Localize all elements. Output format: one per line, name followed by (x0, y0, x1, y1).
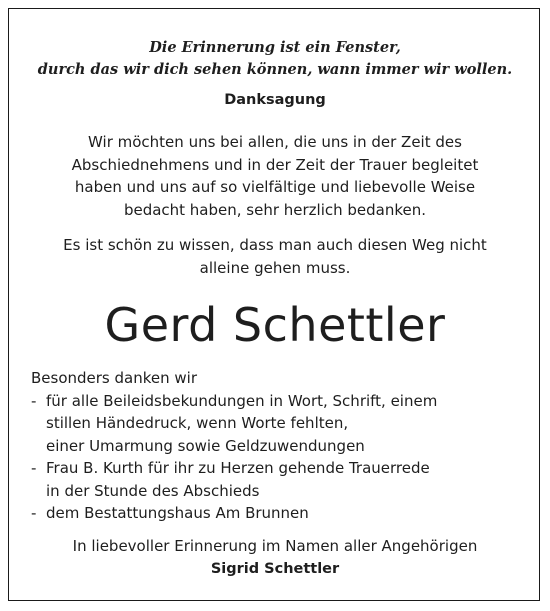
paragraph-line: alleine gehen muss. (199, 258, 351, 277)
notice-heading: Danksagung (224, 92, 326, 108)
list-item-line: dem Bestattungshaus Am Brunnen (46, 504, 309, 522)
quote-line-1: Die Erinnerung ist ein Fenster, (149, 39, 401, 56)
list-item-line: Frau B. Kurth für ihr zu Herzen gehende Trauerrede (46, 459, 430, 477)
comfort-paragraph (0, 234, 550, 279)
deceased-name: Gerd Schettler (104, 298, 446, 352)
thank-you-paragraph (0, 131, 550, 221)
paragraph-line: Wir möchten uns bei allen, die uns in der Zeit des (88, 133, 462, 151)
paragraph-line: haben und uns auf so vielfältige und liebevolle Weise (74, 178, 476, 196)
list-item (31, 390, 437, 458)
list-item (31, 457, 437, 502)
dash-bullet: - (31, 391, 37, 410)
paragraph-line: Abschiednehmens und in der Zeit der Trauer begleitet (71, 155, 479, 174)
quote-line-2: durch das wir dich sehen können, wann immer wir wollen. (37, 61, 513, 78)
signer-name: Sigrid Schettler (210, 560, 340, 577)
list-item-line: einer Umarmung sowie Geldzuwendungen (46, 436, 365, 455)
dash-bullet: - (31, 459, 37, 477)
closing-line: In liebevoller Erinnerung im Namen aller Angehörigen (72, 537, 478, 555)
paragraph-line: Es ist schön zu wissen, dass man auch diesen Weg nicht (63, 236, 487, 254)
paragraph-line: bedacht haben, sehr herzlich bedanken. (123, 200, 427, 219)
closing-signature (0, 535, 550, 580)
thanks-list (31, 390, 437, 525)
thanks-intro: Besonders danken wir (31, 369, 197, 387)
list-item (31, 502, 437, 525)
list-item-line: stillen Händedruck, wenn Worte fehlten, (46, 414, 349, 432)
memorial-quote (0, 37, 550, 81)
list-item-line: in der Stunde des Abschieds (46, 481, 260, 500)
special-thanks (31, 367, 437, 525)
dash-bullet: - (31, 504, 37, 522)
list-item-line: für alle Beileidsbekundungen in Wort, Schrift, einem (46, 391, 438, 410)
